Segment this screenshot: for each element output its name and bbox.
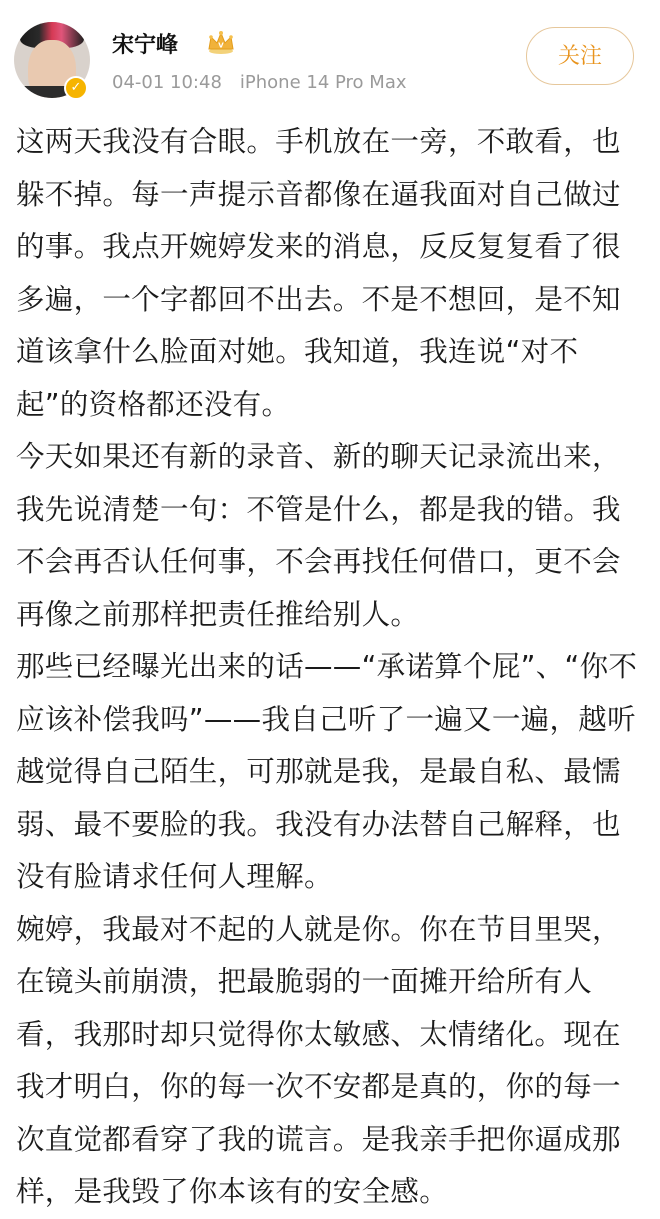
post-meta xyxy=(112,72,407,93)
post-paragraph: 婉婷，我最对不起的人就是你。你在节目里哭，在镜头前崩溃，把最脆弱的一面摊开给所有人看，我那时却只觉得你太敏感、太情绪化。现在我才明白，你的每一次不安都是真的，你的每一次直觉都看穿了我的谎言。是我亲手把你逼成那样，是我毁了你本该有的安全感。 xyxy=(16,912,621,1208)
post-paragraph: 今天如果还有新的录音、新的聊天记录流出来，我先说清楚一句：不管是什么，都是我的错。我不会再否认任何事，不会再找任何借口，更不会再像之前那样把责任推给别人。 xyxy=(16,440,621,631)
follow-button[interactable]: 关注 xyxy=(526,27,634,85)
post-paragraph: 那些已经曝光出来的话——“承诺算个屁”、“你不应该补偿我吗”——我自己听了一遍又一遍，越听越觉得自己陌生，可那就是我，是最自私、最懦弱、最不要脸的我。我没有办法替自己解释，也没有脸请求任何人理解。 xyxy=(16,650,638,893)
post-date: 04-01 10:48 xyxy=(112,72,222,93)
post-device: iPhone 14 Pro Max xyxy=(239,72,407,93)
post-paragraph: 这两天我没有合眼。手机放在一旁，不敢看，也躲不掉。每一声提示音都像在逼我面对自己做过的事。我点开婉婷发来的消息，反反复复看了很多遍，一个字都回不出去。不是不想回，是不知道该拿什么脸面对她。我知道，我连说“对不起”的资格都还没有。 xyxy=(16,125,621,421)
author-name[interactable]: 宋宁峰 xyxy=(112,33,179,58)
crown-icon xyxy=(206,29,236,55)
post-header xyxy=(0,0,660,110)
svg-text:V: V xyxy=(218,41,224,50)
verified-icon: ✓ xyxy=(64,76,88,100)
post-body xyxy=(16,116,640,1219)
